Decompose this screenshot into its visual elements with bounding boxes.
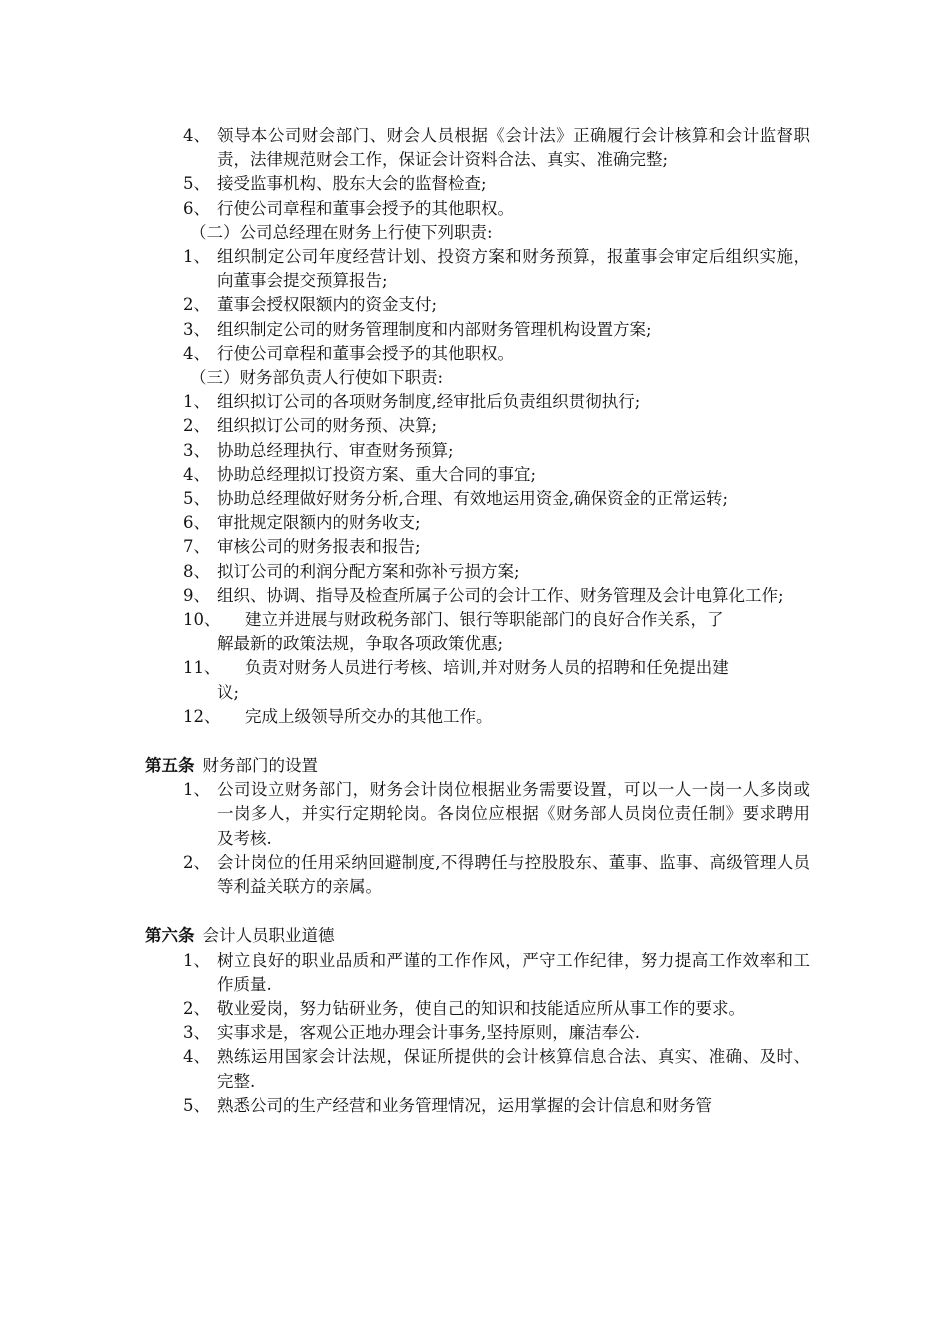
article-heading bbox=[145, 754, 810, 778]
article-heading bbox=[145, 924, 810, 948]
list-item bbox=[145, 197, 810, 221]
item-text: 组织、协调、指导及检查所属子公司的会计工作、财务管理及会计电算化工作; bbox=[217, 585, 784, 605]
item-text-continuation: 解最新的政策法规，争取各项政策优惠; bbox=[217, 634, 504, 654]
list-item bbox=[145, 511, 810, 535]
list-item bbox=[145, 390, 810, 414]
item-text: 审核公司的财务报表和报告; bbox=[217, 537, 421, 557]
list-item bbox=[145, 535, 810, 559]
item-text: 行使公司章程和董事会授予的其他职权。 bbox=[217, 198, 514, 218]
item-number: 6、 bbox=[183, 198, 210, 218]
item-number: 4、 bbox=[183, 343, 210, 363]
item-text-continuation: 议; bbox=[217, 682, 240, 702]
item-number: 5、 bbox=[183, 1095, 210, 1115]
list-item bbox=[145, 245, 810, 293]
item-number: 11、 bbox=[183, 658, 221, 678]
item-number: 3、 bbox=[183, 1023, 210, 1043]
list-item bbox=[145, 439, 810, 463]
item-text: 公司设立财务部门，财务会计岗位根据业务需要设置，可以一人一岗一人多岗或一岗多人，并实行定期轮岗。各岗位应根据《财务部人员岗位责任制》要求聘用及考核. bbox=[217, 780, 810, 848]
item-text: 会计岗位的任用采纳回避制度,不得聘任与控股股东、董事、监事、高级管理人员等利益关联方的亲属。 bbox=[217, 852, 810, 897]
item-text: 组织拟订公司的各项财务制度,经审批后负责组织贯彻执行; bbox=[217, 392, 641, 412]
item-number: 5、 bbox=[183, 174, 210, 194]
item-text: 审批规定限额内的财务收支; bbox=[217, 513, 421, 533]
item-number: 2、 bbox=[183, 295, 210, 315]
list-item bbox=[145, 487, 810, 511]
item-text: 接受监事机构、股东大会的监督检查; bbox=[217, 174, 487, 194]
item-number: 1、 bbox=[183, 950, 210, 970]
item-text: 行使公司章程和董事会授予的其他职权。 bbox=[217, 343, 514, 363]
item-number: 10、 bbox=[183, 610, 221, 630]
item-number: 4、 bbox=[183, 1047, 210, 1067]
list-item bbox=[145, 463, 810, 487]
item-number: 1、 bbox=[183, 247, 210, 267]
item-number: 8、 bbox=[183, 561, 210, 581]
finance-head-duties-list bbox=[145, 390, 810, 729]
list-item bbox=[145, 997, 810, 1021]
item-text: 完成上级领导所交办的其他工作。 bbox=[245, 706, 493, 726]
board-duties-list bbox=[145, 124, 810, 221]
list-item bbox=[145, 560, 810, 584]
list-item bbox=[145, 124, 810, 172]
list-item bbox=[145, 584, 810, 608]
list-item bbox=[145, 172, 810, 196]
article-label: 第六条 bbox=[145, 926, 195, 946]
item-text: 组织拟订公司的财务预、决算; bbox=[217, 416, 438, 436]
item-number: 7、 bbox=[183, 537, 210, 557]
item-text: 建立并进展与财政税务部门、银行等职能部门的良好合作关系，了 bbox=[245, 610, 724, 630]
item-number: 2、 bbox=[183, 852, 210, 872]
item-number: 4、 bbox=[183, 464, 210, 484]
item-text: 领导本公司财会部门、财会人员根据《会计法》正确履行会计核算和会计监督职责，法律规范财会工作，保证会计资料合法、真实、准确完整; bbox=[217, 126, 810, 170]
list-item bbox=[145, 851, 810, 899]
gm-duties-list bbox=[145, 245, 810, 366]
article-title: 财务部门的设置 bbox=[202, 756, 318, 776]
list-item bbox=[145, 414, 810, 438]
list-item bbox=[145, 656, 810, 704]
item-text: 组织制定公司的财务管理制度和内部财务管理机构设置方案; bbox=[217, 319, 652, 339]
list-item bbox=[145, 1021, 810, 1045]
item-text: 敬业爱岗，努力钻研业务，使自己的知识和技能适应所从事工作的要求。 bbox=[217, 998, 745, 1018]
subsection-heading: （三）财务部负责人行使如下职责: bbox=[190, 368, 444, 388]
list-item bbox=[145, 342, 810, 366]
article-title: 会计人员职业道德 bbox=[202, 926, 335, 946]
item-text: 熟练运用国家会计法规，保证所提供的会计核算信息合法、真实、准确、及时、完整. bbox=[217, 1047, 810, 1091]
item-number: 2、 bbox=[183, 998, 210, 1018]
list-item bbox=[145, 1094, 810, 1118]
item-number: 1、 bbox=[183, 780, 210, 800]
item-text: 树立良好的职业品质和严谨的工作作风，严守工作纪律，努力提高工作效率和工作质量. bbox=[217, 950, 810, 994]
subsection-heading: （二）公司总经理在财务上行使下列职责: bbox=[190, 222, 493, 242]
list-item bbox=[145, 608, 810, 656]
item-number: 3、 bbox=[183, 440, 210, 460]
item-number: 9、 bbox=[183, 585, 210, 605]
item-text: 熟悉公司的生产经营和业务管理情况，运用掌握的会计信息和财务管 bbox=[217, 1095, 712, 1115]
item-text: 拟订公司的利润分配方案和弥补亏损方案; bbox=[217, 561, 520, 581]
document-body bbox=[145, 124, 810, 1118]
item-text: 实事求是，客观公正地办理会计事务,坚持原则，廉洁奉公. bbox=[217, 1023, 640, 1043]
item-number: 2、 bbox=[183, 416, 210, 436]
list-item bbox=[145, 318, 810, 342]
item-number: 1、 bbox=[183, 392, 210, 412]
item-text: 负责对财务人员进行考核、培训,并对财务人员的招聘和任免提出建 bbox=[245, 658, 729, 678]
list-item bbox=[145, 293, 810, 317]
item-text: 董事会授权限额内的资金支付; bbox=[217, 295, 438, 315]
item-text: 协助总经理做好财务分析,合理、有效地运用资金,确保资金的正常运转; bbox=[217, 489, 729, 509]
item-number: 6、 bbox=[183, 513, 210, 533]
article-label: 第五条 bbox=[145, 756, 195, 776]
item-text: 协助总经理执行、审查财务预算; bbox=[217, 440, 454, 460]
article-6-list bbox=[145, 949, 810, 1118]
list-item bbox=[145, 1045, 810, 1093]
list-item bbox=[145, 705, 810, 729]
item-number: 3、 bbox=[183, 319, 210, 339]
item-number: 5、 bbox=[183, 489, 210, 509]
item-text: 协助总经理拟订投资方案、重大合同的事宜; bbox=[217, 464, 537, 484]
item-number: 4、 bbox=[183, 126, 210, 145]
article-5-list bbox=[145, 778, 810, 899]
item-number: 12、 bbox=[183, 706, 221, 726]
list-item bbox=[145, 949, 810, 997]
item-text: 组织制定公司年度经营计划、投资方案和财务预算，报董事会审定后组织实施，向董事会提交预算报告; bbox=[217, 247, 810, 291]
list-item bbox=[145, 778, 810, 851]
